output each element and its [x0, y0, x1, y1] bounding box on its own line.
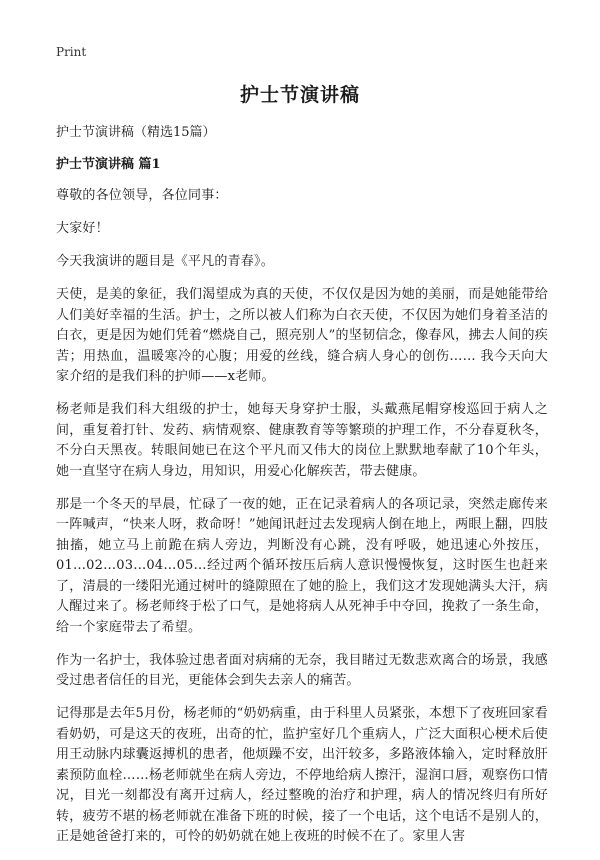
- document-subtitle: 护士节演讲稿（精选15篇）: [56, 125, 216, 140]
- paragraph-as-nurse: 作为一名护士，我体验过患者面对病痛的无奈，我目睹过无数悲欢离合的场景，我感受过患者信任的目光，更能体会到失去亲人的痛苦。: [56, 652, 548, 688]
- section-heading: 护士节演讲稿 篇1: [56, 157, 161, 172]
- paragraph-angel: 天使，是美的象征，我们渴望成为真的天使，不仅仅是因为她的美丽，而是她能带给人们美好幸福的生活。护士，之所以被人们称为白衣天使，不仅因为她们身着圣洁的白衣，更是因为她们凭着“燃烧自己，照亮别人”的坚韧信念，像春风，拂去人间的疾苦；用热血，温暖寒冷的心腹；用爱的丝线，缝合病人身心的创伤…… 我今天向大家介绍的是我们科的护师——x老师。: [56, 287, 548, 384]
- paragraph-topic: 今天我演讲的题目是《平凡的青春》。: [56, 254, 274, 269]
- paragraph-winter-morning: 那是一个冬天的早晨，忙碌了一夜的她，正在记录着病人的各项记录，突然走廊传来一阵喊声，“快来人呀，救命呀！”她闻讯赶过去发现病人倒在地上，两眼上翻，四肢抽搐，她立马上前跪在病人旁边，判断没有心跳，没有呼吸，她迅速心外按压，01…02…03…04…05…经过两个循环按压后病人意识慢慢恢复，这时医生也赶来了，清晨的一缕阳光通过树叶的缝隙照在了她的脸上，我们这才发现她满头大汗，病人醒过来了。杨老师终于松了口气，是她将病人从死神手中夺回，挽救了一条生命，给一个家庭带去了希望。: [56, 496, 548, 635]
- paragraph-hello: 大家好！: [56, 221, 109, 236]
- print-link[interactable]: Print: [56, 45, 87, 59]
- paragraph-teacher-yang: 杨老师是我们科大组级的护士，她每天身穿护士服，头戴燕尾帽穿梭巡回于病人之间，重复着打针、发药、病情观察、健康教育等等繁琐的护理工作，不分春夏秋冬，不分白天黑夜。转眼间她已在这个平凡而又伟大的岗位上默默地奉献了10个年头，她一直坚守在病人身边，用知识，用爱心化解疾苦，带去健康。: [56, 402, 548, 479]
- paragraph-last-may: 记得那是去年5月份，杨老师的“奶奶病重，由于科里人员紧张，本想下了夜班回家看看奶奶，可是这天的夜班，出奇的忙，监护室好几个重病人，广泛大面积心梗术后使用王动脉内球囊返搏机的患者，他烦躁不安，出汗较多，多路液体输入，定时释放肝素预防血栓……杨老师就坐在病人旁边，不停地给病人擦汗，湿润口唇，观察伤口情况，目光一刻都没有离开过病人，经过整晚的治疗和护理，病人的情况终归有所好转，疲劳不堪的杨老师就在准备下班的时候，接了一个电话，这个电话不是别人的，正是她爸爸打来的，可怜的奶奶就在她上夜班的时候不在了。家里人害: [56, 706, 548, 844]
- document-title: 护士节演讲稿: [239, 84, 360, 106]
- document-body: [56, 124, 548, 860]
- paragraph-greeting: 尊敬的各位领导，各位同事：: [56, 188, 228, 203]
